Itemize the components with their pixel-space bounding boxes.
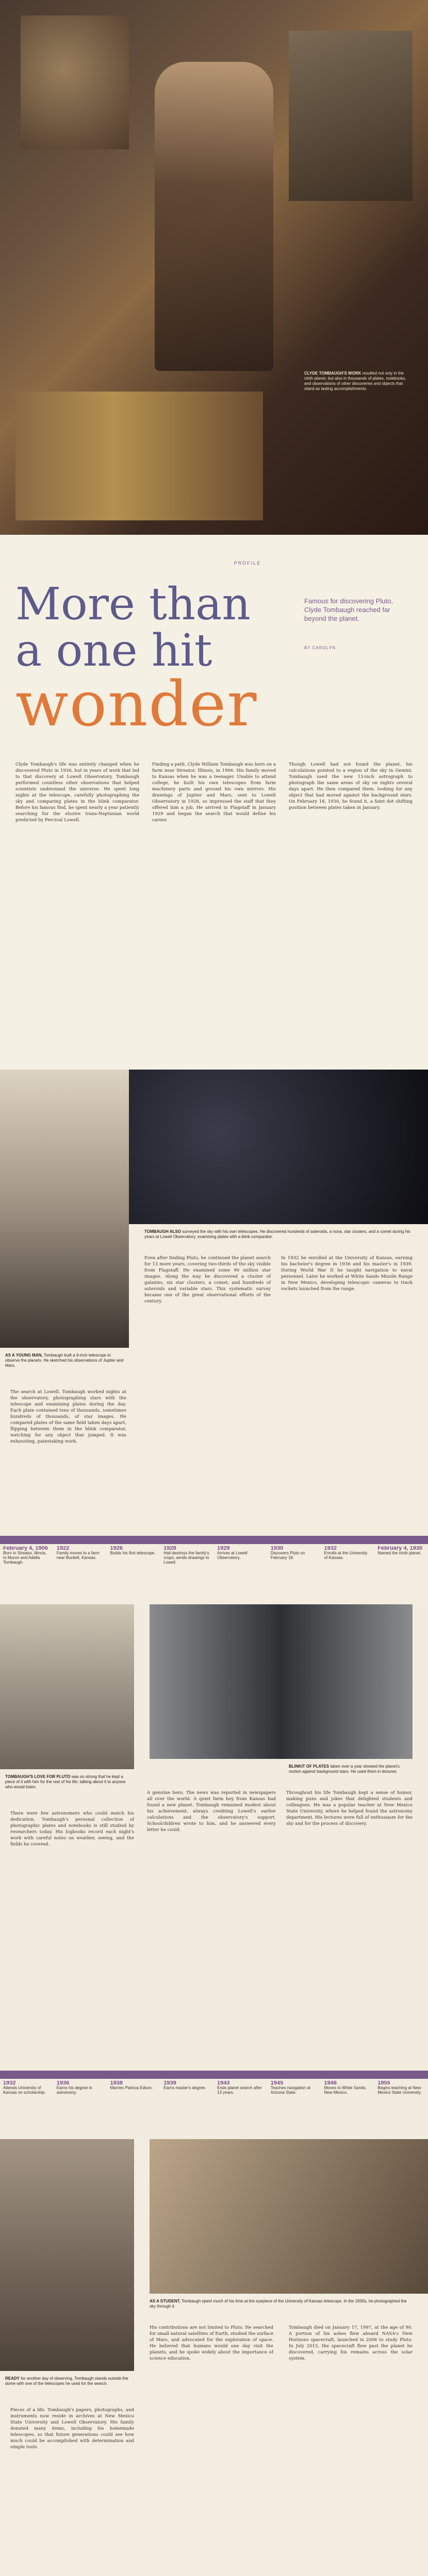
timeline-text: Earns master's degree. xyxy=(163,2086,206,2090)
timeline-entry xyxy=(217,2081,265,2132)
timeline-entry xyxy=(271,1546,318,1598)
headline-line-2: a one hit xyxy=(15,625,212,676)
caption-left-lead: AS A YOUNG MAN, xyxy=(5,1353,43,1358)
timeline-text: Discovers Pluto on February 18. xyxy=(270,1551,305,1560)
timeline-1 xyxy=(0,1546,428,1598)
timeline-year: 1926 xyxy=(110,1546,123,1551)
timeline-year: 1938 xyxy=(110,2081,123,2086)
article-col-2: Finding a path. Clyde William Tombaugh was born on a farm near Streator, Illinois, in 1906. His family moved to Kansas when he was a teenager. Unable to attend college, he built his own telescopes from farm machinery parts and ground his own mirrors. His drawings of Jupiter and Mars, sent to Lowell Observatory in 1928, so impressed the staff that they offered him a job. He arrived in Flagstaff in January 1929 and began the search that would define his career. xyxy=(152,762,276,823)
timeline-text: Hail destroys the family's crops; sends drawings to Lowell. xyxy=(163,1551,209,1565)
timeline-entry xyxy=(163,2081,211,2132)
caption-right xyxy=(144,1229,413,1250)
timeline-year: 1945 xyxy=(270,2081,284,2086)
student-telescope-photo xyxy=(150,2139,428,2294)
cover-caption-lead: CLYDE TOMBAUGH'S WORK xyxy=(304,371,361,376)
timeline-year: February 4, 1906 xyxy=(3,1546,48,1551)
caption-right-lead: TOMBAUGH ALSO xyxy=(144,1229,182,1234)
spread-5 xyxy=(0,2139,428,2576)
timeline-entry xyxy=(163,1546,211,1598)
timeline-text: Earns his degree in astronomy. xyxy=(56,2086,92,2095)
article-col-1: The search at Lowell. Tombaugh worked nights at the observatory, photographing stars with the telescope and examining plates during the day. Each plate contained tens of thousands, sometimes hundreds of thousands, of star images. He compared plates of the same field taken days apart, flipping between them in the blink comparator, watching for any object that jumped. It was exhausting, painstaking work. xyxy=(10,1389,126,1444)
timeline-year: 1939 xyxy=(163,2081,176,2086)
timeline-entry xyxy=(110,1546,158,1598)
article-col-1: Clyde Tombaugh's life was entirely changed when he discovered Pluto in 1930, but in years of work that led to that discovery at Lowell Observatory, Tombaugh performed countless other observations that helped scientists understand the universe. He spent long nights at the telescope, carefully photographing the sky and comparing plates in the blink comparator. Before his famous find, he spent nearly a year patiently searching for the elusive trans-Neptunian world predicted by Percival Lowell. xyxy=(15,762,139,823)
timeline-text: Marries Patricia Edson. xyxy=(110,2086,153,2090)
timeline-text: Teaches navigation at Arizona State. xyxy=(270,2086,311,2095)
article-col-3: Throughout his life Tombaugh kept a sense of humor, making puns and jokes that delighted students and colleagues. He was a popular teacher at New Mexico State University, where he helped found the astronomy department. His lectures were full of enthusiasm for the sky and for the process of discovery. xyxy=(286,1790,413,1826)
article-col-2: A genuine hero. The news was reported in newspapers all over the world. A quiet farm boy from Kansas had found a new planet. Tombaugh remained modest about his achievement, always crediting Lowell's earlier calculations and the observatory's support. Schoolchildren wrote to him, and he answered every letter he could. xyxy=(147,1790,276,1833)
person-figure xyxy=(155,62,273,371)
timeline-year: 1932 xyxy=(3,2081,16,2086)
timeline-text: Born in Streator, Illinois, to Muron and Adella Tombaugh. xyxy=(3,1551,47,1565)
timeline-text: Attends University of Kansas on scholarship. xyxy=(3,2086,46,2095)
dome-photo xyxy=(0,2139,134,2371)
caption-left xyxy=(5,1774,129,1800)
spread-1 xyxy=(0,0,428,535)
timeline-year: 1929 xyxy=(217,1546,230,1551)
headline-deck: Famous for discovering Pluto, Clyde Tombaugh reached far beyond the planet. xyxy=(304,597,393,622)
timeline-entry xyxy=(57,1546,104,1598)
timeline-text: Arrives at Lowell Observatory. xyxy=(217,1551,248,1560)
byline: BY CAROLYN xyxy=(304,646,336,650)
sky-chart-image xyxy=(289,31,413,201)
timeline-year: 1928 xyxy=(163,1546,176,1551)
headline-line-1: More than xyxy=(15,579,251,630)
timeline-entry xyxy=(3,1546,51,1598)
timeline-text: Begins teaching at New Mexico State University. xyxy=(377,2086,422,2095)
cover-caption xyxy=(304,371,407,417)
caption-left xyxy=(5,2376,129,2397)
article-col-2: His contributions are not limited to Pluto. He searched for small natural satellites of Earth, studied the surface of Mars, and advocated for the exploration of space. He believed that humans would one day visit the planets, and he spoke widely about the importance of science education. xyxy=(150,2325,273,2361)
spread-2 xyxy=(0,535,428,1070)
caption-left-lead: READY xyxy=(5,2376,20,2381)
article-col-3: Tombaugh died on January 17, 1997, at the age of 90. A portion of his ashes flew aboard NASA's New Horizons spacecraft, launched in 2006 to study Pluto. In July 2015, the spacecraft flew past the planet he discovered, carrying his remains across the solar system. xyxy=(289,2325,413,2361)
timeline-entry xyxy=(377,2081,425,2132)
timeline-year: 1955 xyxy=(377,2081,390,2086)
article-col-2: Even after finding Pluto, he continued the planet search for 13 more years, covering two-thirds of the sky visible from Flagstaff. He examined some 90 million star images. Along the way he discovered a cluster of galaxies, six star clusters, a comet, and hundreds of asteroids and variable stars. This systematic survey became one of the great observational efforts of the century. xyxy=(144,1256,271,1304)
timeline-year: 1943 xyxy=(217,2081,230,2086)
spread-3 xyxy=(0,1070,428,1604)
caption-right xyxy=(289,1764,413,1785)
timeline-entry xyxy=(324,2081,372,2132)
caption-right-text: taken over a year showed the planet's motion against background stars. He used them in lectures. xyxy=(289,1764,400,1774)
timeline-2 xyxy=(0,2081,428,2132)
caption-left-text: Tombaugh built a 9-inch telescope to observe the planets. He sketched his observations of Jupiter and Mars. xyxy=(5,1353,124,1368)
timeline-text: Ends planet search after 13 years. xyxy=(217,2086,262,2095)
timeline-entry xyxy=(217,1546,265,1598)
star-field-photo xyxy=(129,1070,428,1224)
timeline-bar xyxy=(0,1536,428,1544)
spread-4 xyxy=(0,1604,428,2139)
timeline-text: Enrolls at the University of Kansas. xyxy=(324,1551,368,1560)
timeline-entry xyxy=(110,2081,158,2132)
article-col-3: Though Lowell had not found the planet, his calculations pointed to a region of the sky in Gemini. Tombaugh used the new 13-inch astrograph to photograph the same areas of sky on nights several days apart. He then compared them, looking for any object that had moved against the background stars. On February 18, 1930, he found it, a faint dot shifting position between plates taken in January. xyxy=(289,762,413,810)
timeline-year: 1946 xyxy=(324,2081,337,2086)
caption-left-text: was so strong that he kept a piece of it with him for the rest of his life, talking about it to anyone who would listen. xyxy=(5,1774,126,1789)
sky-plate-image xyxy=(21,15,129,149)
plates-photo xyxy=(150,1604,413,1759)
timeline-year: 1932 xyxy=(324,1546,337,1551)
timeline-entry xyxy=(3,2081,51,2132)
headline-word: wonder xyxy=(15,669,258,740)
timeline-year: 1936 xyxy=(56,2081,70,2086)
caption-left xyxy=(5,1353,124,1384)
caption-right-lead: AS A STUDENT, xyxy=(150,2299,180,2303)
caption-right-text: Tombaugh spent much of his time at the eyepiece of the University of Kansas telescope. In the 1930s, he photographed the sky through it. xyxy=(150,2299,407,2309)
timeline-entry xyxy=(271,2081,318,2132)
timeline-bar xyxy=(0,2071,428,2079)
timeline-text: Builds his first telescope. xyxy=(110,1551,156,1555)
timeline-entry xyxy=(57,2081,104,2132)
timeline-text: Named the ninth planet. xyxy=(377,1551,422,1555)
timeline-year: 1922 xyxy=(56,1546,70,1551)
article-col-1: There were few astronomers who could match his dedication. Tombaugh's personal collection of photographic plates and notebooks is still studied by researchers today. His logbooks record each night's work with careful notes on weather, seeing, and the fields he covered. xyxy=(10,1811,134,1847)
article-col-1: Pieces of a life. Tombaugh's papers, photographs, and instruments now reside in archives at New Mexico State University and Lowell Observatory. His family donated many items, including his homemade telescopes, so that future generations could see how much could be accomplished with determination and simple tools. xyxy=(10,2408,134,2450)
article-col-3: In 1932 he enrolled at the University of Kansas, earning his bachelor's degree in 1936 and his master's in 1939. During World War II he taught navigation to naval personnel. Later he worked at White Sands Missile Range in New Mexico, developing telescopic cameras to track rockets launched from the range. xyxy=(281,1256,413,1292)
caption-left-lead: TOMBAUGH'S LOVE FOR PLUTO xyxy=(5,1774,71,1779)
pluto-lecture-photo xyxy=(0,1604,134,1769)
caption-right-text: surveyed the sky with his own telescopes. He discovered hundreds of asteroids, a nova, star clusters, and a comet during his years at Lowell Observatory, examining plates with a blink comparator. xyxy=(144,1229,410,1239)
timeline-entry xyxy=(377,1546,425,1598)
profile-label: PROFILE xyxy=(234,561,261,566)
caption-right-lead: BLINKIT OF PLATES xyxy=(289,1764,330,1769)
cover-caption-text: resulted not only in the ninth planet, but also in thousands of plates, notebooks, and observations of other discoveries and objects that stand as lasting accomplishments. xyxy=(304,371,406,391)
caption-right xyxy=(150,2299,413,2314)
timeline-text: Family moves to a farm near Burdett, Kansas. xyxy=(56,1551,100,1560)
timeline-year: 1930 xyxy=(270,1546,284,1551)
young-tombaugh-photo xyxy=(0,1070,129,1348)
timeline-entry xyxy=(324,1546,372,1598)
notebook-image xyxy=(15,392,263,520)
timeline-year: February 4, 1930 xyxy=(377,1546,423,1551)
caption-left-text: for another day of observing, Tombaugh stands outside the dome with one of the telescopes he used for the search. xyxy=(5,2376,128,2386)
timeline-text: Moves to White Sands, New Mexico. xyxy=(324,2086,367,2095)
